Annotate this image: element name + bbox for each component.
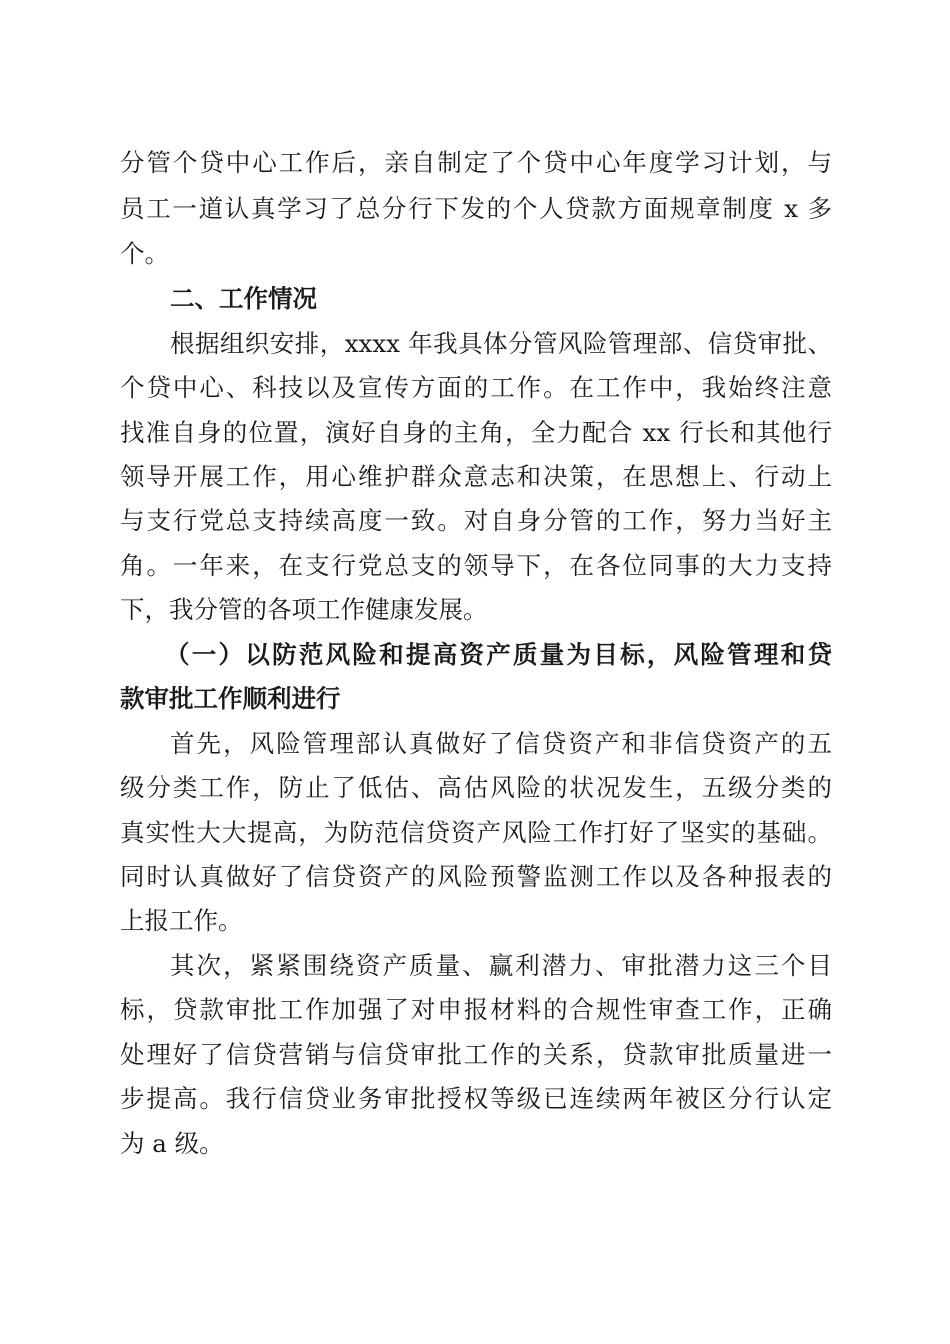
section-heading: 二、工作情况 — [170, 284, 317, 313]
intro-paragraph-line-2: 员工一道认真学习了总分行下发的个人贷款方面规章制度 x 多 — [120, 194, 832, 223]
section-paragraph-line-7: 下，我分管的各项工作健康发展。 — [120, 595, 488, 624]
paragraph-second-line-3: 处理好了信贷营销与信贷审批工作的关系，贷款审批质量进一 — [120, 1040, 832, 1069]
subsection-heading-line-1: （一）以防范风险和提高资产质量为目标，风险管理和贷 — [165, 640, 832, 669]
paragraph-second-line-1: 其次，紧紧围绕资产质量、赢利潜力、审批潜力这三个目 — [170, 951, 832, 980]
paragraph-second-line-5: 为 a 级。 — [120, 1129, 224, 1158]
section-paragraph-line-1: 根据组织安排，xxxx 年我具体分管风险管理部、信贷审批、 — [170, 329, 832, 358]
paragraph-first-line-4: 同时认真做好了信贷资产的风险预警监测工作以及各种报表的 — [120, 862, 832, 891]
section-paragraph-line-6: 角。一年来，在支行党总支的领导下，在各位同事的大力支持 — [120, 551, 832, 580]
section-paragraph-line-4: 领导开展工作，用心维护群众意志和决策，在思想上、行动上 — [120, 462, 832, 491]
paragraph-second-line-2: 标，贷款审批工作加强了对申报材料的合规性审查工作，正确 — [120, 995, 832, 1024]
section-paragraph-line-3: 找准自身的位置，演好自身的主角，全力配合 xx 行长和其他行 — [120, 418, 832, 447]
paragraph-first-line-3: 真实性大大提高，为防范信贷资产风险工作打好了坚实的基础。 — [120, 818, 832, 847]
intro-paragraph-line-3: 个。 — [120, 239, 169, 268]
section-paragraph-line-2: 个贷中心、科技以及宣传方面的工作。在工作中，我始终注意 — [120, 373, 832, 402]
section-paragraph-line-5: 与支行党总支持续高度一致。对自身分管的工作，努力当好主 — [120, 506, 832, 535]
subsection-heading-line-2: 款审批工作顺利进行 — [120, 684, 341, 713]
intro-paragraph-line-1: 分管个贷中心工作后，亲自制定了个贷中心年度学习计划，与 — [120, 148, 832, 177]
paragraph-first-line-2: 级分类工作，防止了低估、高估风险的状况发生，五级分类的 — [120, 773, 832, 802]
paragraph-first-line-5: 上报工作。 — [120, 906, 243, 935]
paragraph-second-line-4: 步提高。我行信贷业务审批授权等级已连续两年被区分行认定 — [120, 1084, 832, 1113]
paragraph-first-line-1: 首先，风险管理部认真做好了信贷资产和非信贷资产的五 — [170, 729, 832, 758]
